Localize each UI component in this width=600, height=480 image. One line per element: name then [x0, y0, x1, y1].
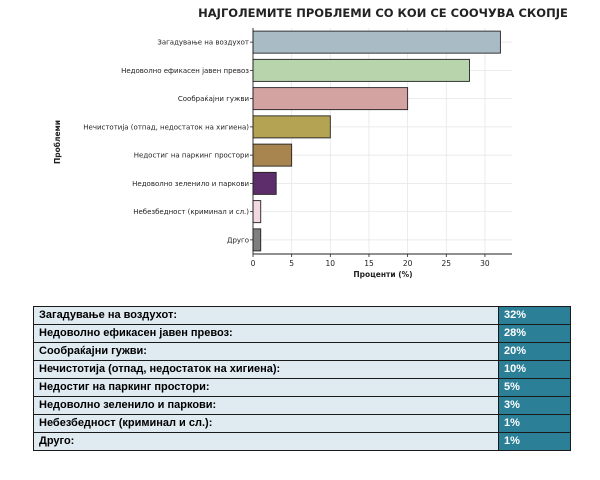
- category-label: Недоволно ефикасен јавен превоз: [121, 66, 249, 75]
- bar-7: [253, 201, 261, 223]
- table-row-value: 3%: [499, 397, 571, 415]
- table-row-label: Недоволно зеленило и паркови:: [34, 397, 499, 415]
- bar-4: [253, 116, 330, 138]
- table-row-value: 10%: [499, 361, 571, 379]
- table-row: [34, 397, 571, 415]
- table-row-value: 28%: [499, 325, 571, 343]
- bar-6: [253, 172, 276, 194]
- table-row-label: Сообраќајни гужви:: [34, 343, 499, 361]
- chart-bars: [253, 31, 500, 251]
- table-row-value: 1%: [499, 415, 571, 433]
- table-row-label: Недоволно ефикасен јавен превоз:: [34, 325, 499, 343]
- category-label: Недоволно зеленило и паркови: [132, 179, 249, 188]
- table-row-label: Друго:: [34, 433, 499, 451]
- x-tick-label: 15: [364, 259, 374, 268]
- x-tick-label: 10: [325, 259, 336, 268]
- category-label: Небезбедност (криминал и сл.): [133, 208, 249, 217]
- chart-ticks: [251, 254, 490, 268]
- table-row-value: 1%: [499, 433, 571, 451]
- table-row: [34, 343, 571, 361]
- x-tick-label: 20: [402, 259, 413, 268]
- x-tick-label: 25: [441, 259, 452, 268]
- table-row-label: Небезбедност (криминал и сл.):: [34, 415, 499, 433]
- category-label: Недостиг на паркинг простори: [133, 151, 249, 160]
- category-label: Нечистотија (отпад, недостаток на хигиена): [83, 123, 249, 132]
- x-tick-label: 0: [250, 259, 256, 268]
- table-row-label: Нечистотија (отпад, недостаток на хигиена):: [34, 361, 499, 379]
- bar-1: [253, 31, 500, 53]
- x-axis-label: Проценти (%): [353, 270, 413, 279]
- bar-2: [253, 59, 469, 81]
- bar-5: [253, 144, 292, 166]
- category-label: Сообраќајни гужви: [177, 95, 249, 104]
- table-row: [34, 325, 571, 343]
- table-row: [34, 379, 571, 397]
- category-label: Друго: [226, 236, 249, 245]
- table-row: [34, 361, 571, 379]
- x-tick-label: 5: [289, 259, 295, 268]
- y-axis-label: Проблеми: [53, 119, 62, 165]
- bar-3: [253, 88, 408, 110]
- table-row: [34, 433, 571, 451]
- table-row-value: 32%: [499, 307, 571, 325]
- table-row-label: Загадување на воздухот:: [34, 307, 499, 325]
- chart-labels: [83, 39, 253, 245]
- chart-title: НАЈГОЛЕМИТЕ ПРОБЛЕМИ СО КОИ СЕ СООЧУВА СКОПЈЕ: [198, 6, 568, 20]
- table-row: [34, 415, 571, 433]
- bar-8: [253, 229, 261, 251]
- table-row-label: Недостиг на паркинг простори:: [34, 379, 499, 397]
- table-row: [34, 307, 571, 325]
- table-row-value: 5%: [499, 379, 571, 397]
- category-label: Загадување на воздухот: [157, 38, 249, 47]
- x-tick-label: 30: [480, 259, 490, 268]
- table-row-value: 20%: [499, 343, 571, 361]
- summary-table: [33, 306, 571, 451]
